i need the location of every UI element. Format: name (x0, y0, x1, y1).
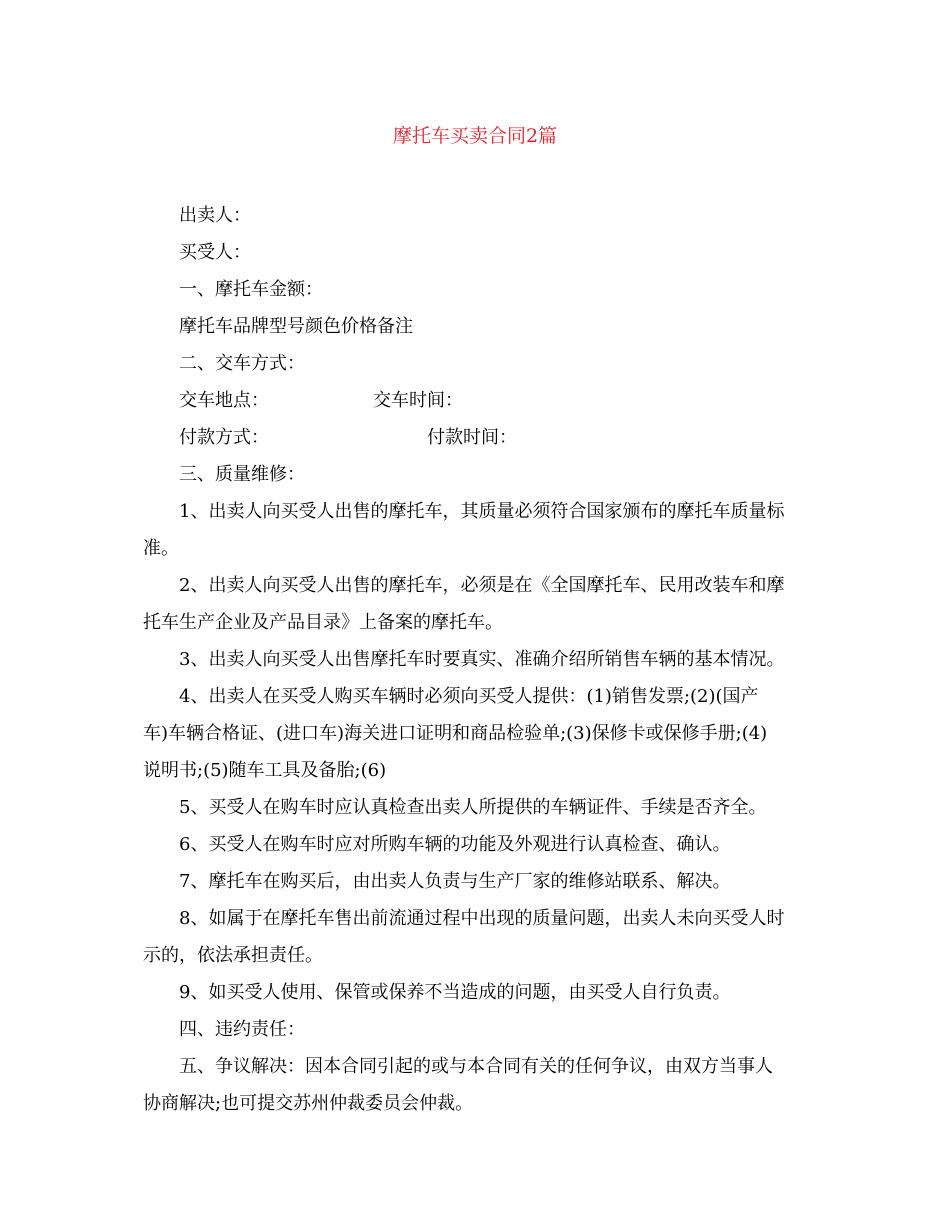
payment-line (143, 419, 808, 456)
payment-method-label: 付款方式： (179, 427, 269, 448)
section-1-heading: 一、摩托车金额： (179, 279, 323, 300)
section-1-columns: 摩托车品牌型号颜色价格备注 (179, 316, 413, 337)
delivery-place-label: 交车地点： (179, 390, 269, 411)
item-1-line-1: 1、出卖人向买受人出售的摩托车，其质量必须符合国家颁布的摩托车质量标 (179, 501, 785, 522)
item-2-line-1: 2、出卖人向买受人出售的摩托车，必须是在《全国摩托车、民用改装车和摩 (179, 575, 785, 596)
item-8-line-2: 示的，依法承担责任。 (143, 945, 323, 966)
item-4-line-1: 4、出卖人在买受人购买车辆时必须向买受人提供：(1)销售发票;(2)(国产 (179, 686, 759, 707)
item-9: 9、如买受人使用、保管或保养不当造成的问题，由买受人自行负责。 (179, 982, 731, 1003)
item-5: 5、买受人在购车时应认真检查出卖人所提供的车辆证件、手续是否齐全。 (179, 797, 767, 818)
item-4-line-3: 说明书;(5)随车工具及备胎;(6) (143, 760, 387, 781)
delivery-time-label: 交车时间： (373, 390, 463, 411)
section-4-heading: 四、违约责任： (179, 1019, 305, 1040)
item-3: 3、出卖人向买受人出售摩托车时要真实、准确介绍所销售车辆的基本情况。 (179, 649, 785, 670)
payment-time-label: 付款时间： (427, 427, 517, 448)
delivery-line (143, 382, 808, 419)
buyer-line: 买受人： (179, 242, 251, 263)
section-5-line-1: 五、争议解决：因本合同引起的或与本合同有关的任何争议，由双方当事人 (179, 1056, 773, 1077)
item-2-line-2: 托车生产企业及产品目录》上备案的摩托车。 (143, 612, 503, 633)
item-1-line-2: 准。 (143, 538, 179, 559)
contract-body (143, 197, 808, 1122)
page-title: 摩托车买卖合同2篇 (392, 125, 558, 147)
item-6: 6、买受人在购车时应对所购车辆的功能及外观进行认真检查、确认。 (179, 834, 731, 855)
section-3-heading: 三、质量维修： (179, 464, 305, 485)
item-7: 7、摩托车在购买后，由出卖人负责与生产厂家的维修站联系、解决。 (179, 871, 731, 892)
item-4-line-2: 车)车辆合格证、(进口车)海关进口证明和商品检验单;(3)保修卡或保修手册;(4) (143, 723, 768, 744)
item-8-line-1: 8、如属于在摩托车售出前流通过程中出现的质量问题，出卖人未向买受人时 (179, 908, 785, 929)
section-5-line-2: 协商解决;也可提交苏州仲裁委员会仲裁。 (143, 1093, 474, 1114)
section-2-heading: 二、交车方式： (179, 353, 305, 374)
seller-line: 出卖人： (179, 205, 251, 226)
